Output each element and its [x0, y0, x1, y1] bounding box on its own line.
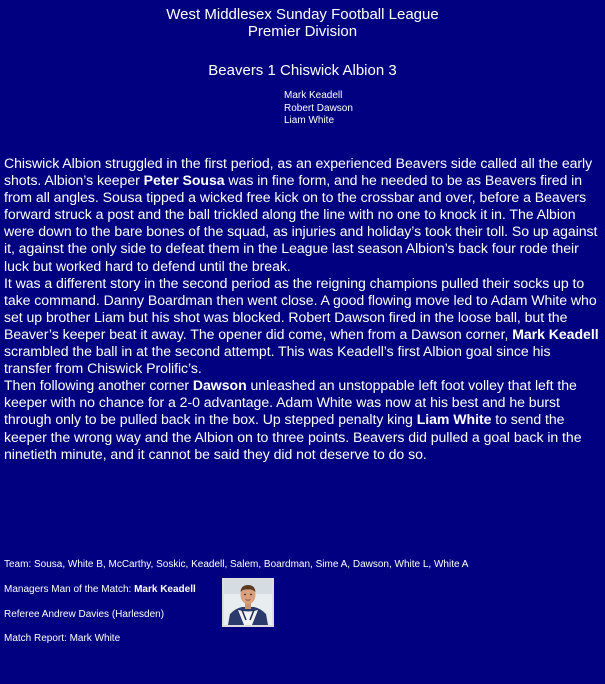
report-text: Chiswick Albion struggled in the first period, as an experienced Beavers side called all the early shots. Albion’s keeper [4, 155, 593, 189]
report-paragraph-3 [4, 377, 600, 462]
match-report-author: Match Report: Mark White [4, 633, 121, 644]
player-name-highlight: Mark Keadell [512, 325, 599, 342]
player-portrait-icon [224, 580, 272, 625]
referee-line: Referee Andrew Davies (Harlesden) [4, 609, 165, 620]
report-text: unleashed an unstoppable left foot volley that left the keeper with no chance for a 2-0 advantage. Adam White was now at his best and he burst through only to be pulled back in the box. Up stepped penalty king [4, 377, 577, 428]
report-text: to send the keeper the wrong way and the Albion on to three points. Beavers did pulled a goal back in the ninetieth minute, and it cannot be said they did not deserve to do so. [4, 411, 582, 462]
report-text: scrambled the ball in at the second attempt. This was Keadell’s first Albion goal since his transfer from Chiswick Prolific’s. [4, 343, 551, 377]
scorer-item: Robert Dawson [284, 102, 353, 114]
score-line: Beavers 1 Chiswick Albion 3 [208, 62, 397, 79]
man-of-the-match [4, 584, 196, 596]
motm-label: Managers Man of the Match: [4, 584, 135, 595]
division-title: Premier Division [247, 23, 358, 40]
player-name-highlight: Liam White [416, 411, 492, 428]
report-text: Then following another corner [4, 377, 193, 394]
scorers-list [284, 90, 353, 128]
match-report-body [4, 155, 600, 463]
player-name-highlight: Dawson [192, 377, 247, 394]
report-paragraph-1 [4, 155, 600, 275]
league-title: West Middlesex Sunday Football League [166, 6, 439, 23]
report-text: It was a different story in the second period as the reigning champions pulled their socks up to take command. Danny Boardman then went close. A good flowing move led to Adam White who set up brother Liam but his shot was blocked. Robert Dawson fired in the loose ball, but the Beaver’s keeper beat it away. The opener did come, when from a Dawson corner, [4, 274, 597, 342]
team-lineup: Team: Sousa, White B, McCarthy, Soskic, Keadell, Salem, Boardman, Sime A, Dawson, White L, White A [4, 559, 469, 570]
motm-name: Mark Keadell [134, 584, 196, 595]
motm-player-photo [222, 578, 274, 627]
report-paragraph-2 [4, 275, 600, 378]
scorer-item: Mark Keadell [284, 90, 343, 101]
scorer-item: Liam White [284, 115, 335, 126]
report-text: was in fine form, and he needed to be as Beavers fired in from all angles. Sousa tipped a wicked free kick on to the crossbar and over, before a Beavers forward struck a post and the ball trickled along the line with no one to knock it in. The Albion were down to the bare bones of the squad, as injuries and holiday’s took their toll. So up against it, against the only side to defeat them in the League last season Albion’s back four rode their luck but worked hard to defend until the break. [4, 172, 598, 274]
player-name-highlight: Peter Sousa [143, 172, 225, 189]
